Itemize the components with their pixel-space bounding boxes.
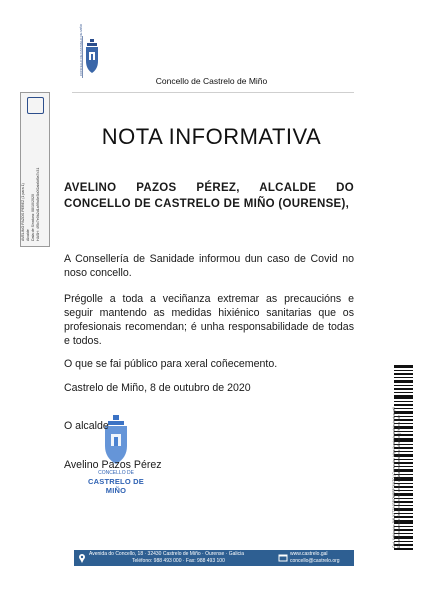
coat-of-arms-icon: [84, 38, 100, 76]
signature-side-text: [21, 93, 49, 241]
place-and-date: Castrelo de Miño, 8 de outubro de 2020: [64, 382, 251, 394]
signer-role: O alcalde: [64, 420, 109, 432]
web-icon: [278, 553, 288, 563]
crest-seal-text: CONCELLO DE CASTRELO DE MIÑO: [79, 23, 83, 76]
footer-email[interactable]: concello@castrelo.org: [290, 558, 340, 564]
verification-text: [392, 378, 422, 548]
footer-web[interactable]: www.castrelo.gal: [290, 551, 328, 557]
side-line-2: Alcalde: [26, 229, 30, 241]
header-title: Concello de Castrelo de Miño: [155, 76, 268, 86]
paragraph-1: A Consellería de Sanidade informou dun caso de Covid no noso concello.: [64, 253, 354, 279]
verification-line-1: Cod. Validación: 3MLX2T7Y4GRQW6PP7XAZQ | Corrección: https://castrelo.sedelectronica.gal/: [392, 407, 396, 548]
side-line-4: HASH: 4f5c7e0b2d1a99c8e3b0f2ab6d9a7c31: [36, 167, 40, 241]
municipal-crest: [74, 23, 100, 78]
footer-phones: Teléfono: 988 493 000 · Fax: 988 493 100: [132, 558, 225, 564]
crest-seal-band: [74, 23, 83, 78]
location-icon: [77, 553, 87, 563]
header-divider: [72, 92, 354, 93]
stamp-line-2: CASTRELO DE MIÑO: [88, 477, 144, 495]
document-title: NOTA INFORMATIVA: [101, 124, 322, 149]
stamp-line-1: CONCELLO DE: [98, 470, 134, 476]
side-line-3: Data de Sinatura: 08/10/2020: [31, 194, 35, 241]
paragraph-2: Prégolle a toda a veciñanza extremar as precaucións e seguir mantendo as medidas hixiénico sanitarias que os profesionais recomendan; é unha responsabilidade de todas e todos.: [64, 293, 354, 347]
side-line-1: AVELINO PAZOS PEREZ (1 para 1): [21, 183, 25, 241]
paragraph-3: O que se fai público para xeral coñecemento.: [64, 358, 278, 370]
verification-line-2: Documento asinado electronicamente desde a plataforma xestiona esPublico | Páxina 1 de 1: [396, 412, 401, 548]
signature-side-box: [20, 92, 50, 247]
footer-address: Avenida do Concello, 18 · 32430 Castrelo de Miño · Ourense · Galicia: [89, 551, 244, 557]
mayor-heading: AVELINO PAZOS PÉREZ, ALCALDE DO CONCELLO DE CASTRELO DE MIÑO (OURENSE),: [64, 182, 354, 210]
footer-bar: [74, 550, 354, 566]
signer-name: Avelino Pazos Pérez: [64, 459, 162, 471]
